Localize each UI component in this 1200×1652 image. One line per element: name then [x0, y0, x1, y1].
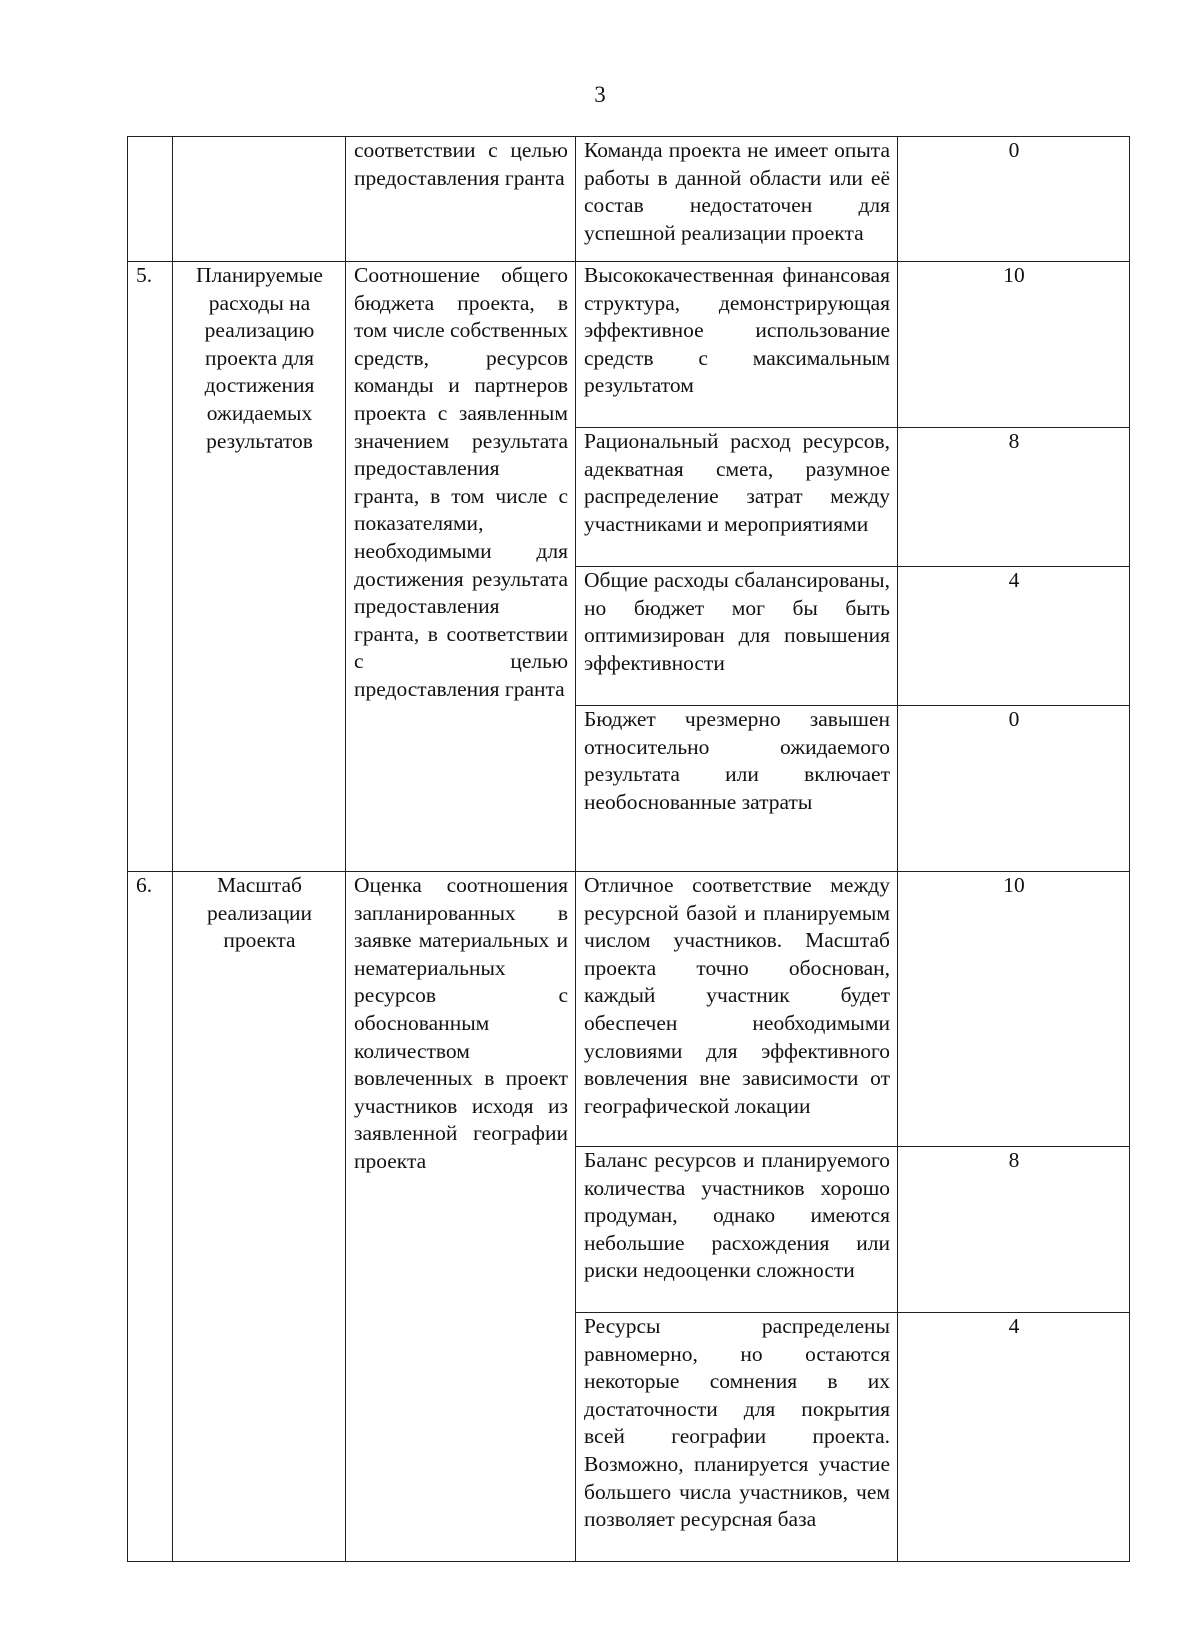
table-row: [128, 137, 1130, 262]
level-description: Баланс ресурсов и планируемого количества участников хорошо продуман, однако имеются небольшие расхождения или риски недооценки сложности: [576, 1147, 898, 1313]
level-score: 4: [898, 567, 1130, 706]
level-description: Бюджет чрезмерно завышен относительно ожидаемого результата или включает необоснованные затраты: [576, 706, 898, 872]
level-score: 0: [898, 706, 1130, 872]
row-number: 5.: [128, 262, 173, 872]
level-description: Команда проекта не имеет опыта работы в данной области или её состав недостаточен для успешной реализации проекта: [576, 137, 898, 262]
criterion-name: Планируемые расходы на реализацию проекта для достижения ожидаемых результатов: [173, 262, 346, 872]
level-description: Общие расходы сбалансированы, но бюджет мог бы быть оптимизирован для повышения эффективности: [576, 567, 898, 706]
criterion-name: Масштаб реализации проекта: [173, 872, 346, 1562]
criterion-name: [173, 137, 346, 262]
page-number: 3: [594, 82, 606, 107]
criterion-content: Соотношение общего бюджета проекта, в том числе собственных средств, ресурсов команды и партнеров проекта с заявленным значением результата предоставления гранта, в том числе с показателями, необходимыми для достижения результата предоставления гранта, в соответствии с целью предоставления гранта: [346, 262, 576, 872]
level-description: Ресурсы распределены равномерно, но остаются некоторые сомнения в их достаточности для покрытия всей географии проекта. Возможно, планируется участие большего числа участников, чем позволяет ресурсная база: [576, 1313, 898, 1562]
evaluation-criteria-table: [127, 136, 1130, 1562]
row-number: 6.: [128, 872, 173, 1562]
level-score: 8: [898, 1147, 1130, 1313]
table-row: [128, 872, 1130, 1147]
level-score: 8: [898, 428, 1130, 567]
row-number: [128, 137, 173, 262]
criterion-content: соответствии с целью предоставления гранта: [346, 137, 576, 262]
level-score: 0: [898, 137, 1130, 262]
level-score: 10: [898, 262, 1130, 428]
level-description: Высококачественная финансовая структура, демонстрирующая эффективное использование средств с максимальным результатом: [576, 262, 898, 428]
criterion-content: Оценка соотношения запланированных в заявке материальных и нематериальных ресурсов с обоснованным количеством вовлеченных в проект участников исходя из заявленной географии проекта: [346, 872, 576, 1562]
level-description: Отличное соответствие между ресурсной базой и планируемым числом участников. Масштаб проекта точно обоснован, каждый участник будет обеспечен необходимыми условиями для эффективного вовлечения вне зависимости от географической локации: [576, 872, 898, 1147]
level-score: 10: [898, 872, 1130, 1147]
level-description: Рациональный расход ресурсов, адекватная смета, разумное распределение затрат между участниками и мероприятиями: [576, 428, 898, 567]
table-row: [128, 262, 1130, 428]
level-score: 4: [898, 1313, 1130, 1562]
